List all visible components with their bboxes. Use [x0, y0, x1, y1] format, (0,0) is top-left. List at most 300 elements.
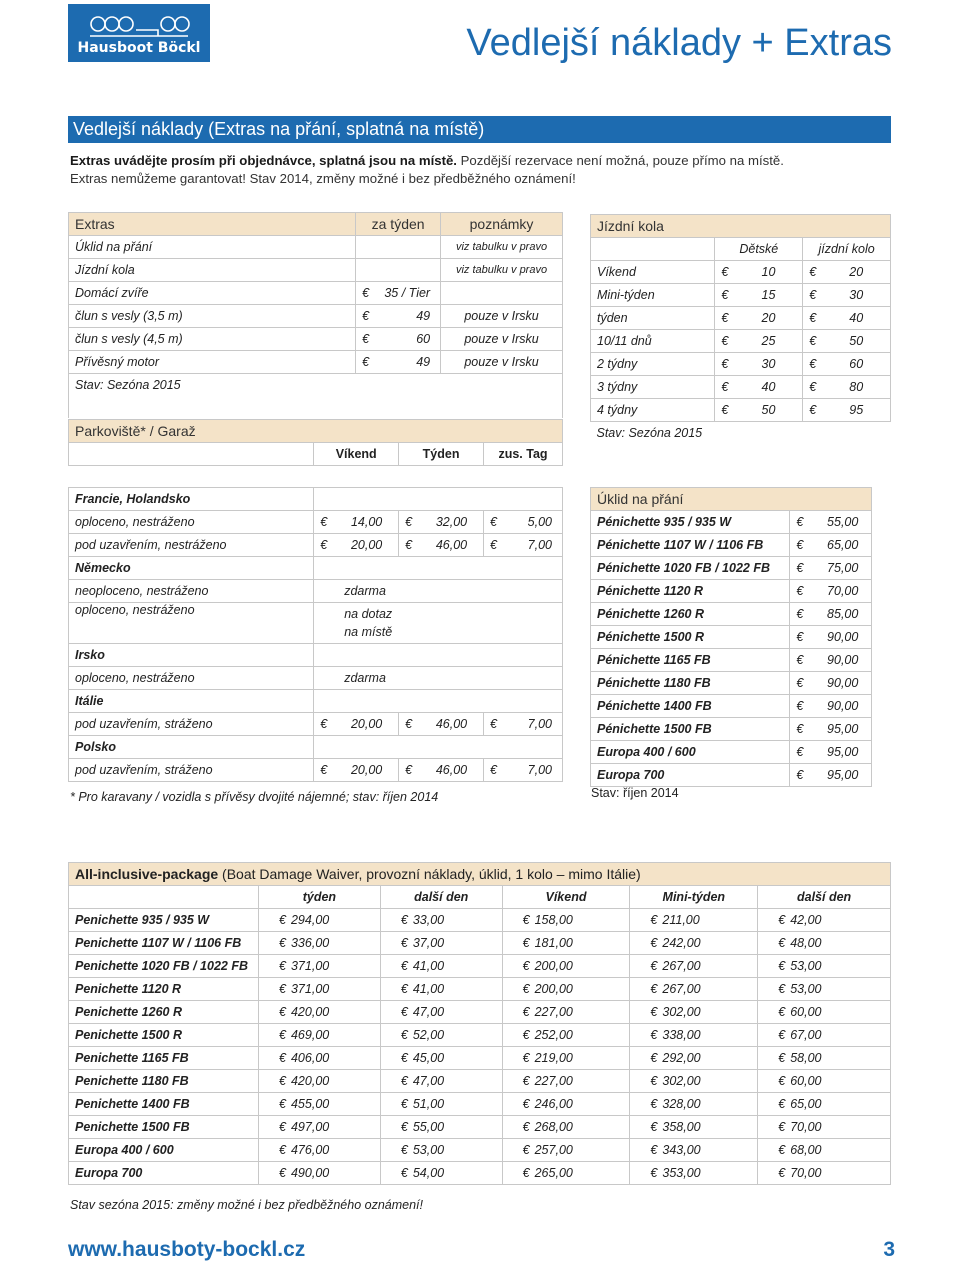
extras-note: pouze v Irsku [441, 351, 563, 374]
extras-name: Úklid na přání [69, 236, 356, 259]
cleaning-row [591, 511, 872, 534]
allinclusive-row [69, 978, 891, 1001]
allinclusive-row [69, 909, 891, 932]
allinclusive-price [502, 1070, 630, 1093]
parking-free [314, 667, 563, 690]
allinclusive-price [380, 978, 502, 1001]
euro-sign: € [320, 538, 328, 552]
parking-price-value: 20,00 [350, 717, 383, 731]
allinclusive-price-value: 33,00 [412, 913, 445, 927]
cleaning-row [591, 603, 872, 626]
allinclusive-price [380, 1116, 502, 1139]
euro-sign: € [400, 1120, 408, 1134]
parking-row [69, 667, 563, 690]
allinclusive-price [502, 1047, 630, 1070]
allinclusive-price-value: 476,00 [290, 1143, 330, 1157]
euro-sign: € [522, 1097, 530, 1111]
parking-label: pod uzavřením, stráženo [69, 713, 314, 736]
cleaning-row [591, 718, 872, 741]
cleaning-boat: Europa 700 [591, 764, 790, 787]
extras-note: pouze v Irsku [441, 305, 563, 328]
allinclusive-row [69, 1093, 891, 1116]
allinclusive-price-value: 45,00 [412, 1051, 445, 1065]
euro-sign: € [400, 913, 408, 927]
bikes-title: Jízdní kola [591, 215, 891, 238]
euro-sign: € [278, 936, 286, 950]
euro-sign: € [362, 332, 370, 346]
allinclusive-price [502, 1116, 630, 1139]
allinclusive-price [502, 932, 630, 955]
allinclusive-price [758, 1070, 891, 1093]
allinclusive-price [758, 1024, 891, 1047]
parking-title: Parkoviště* / Garaž [69, 420, 563, 443]
extras-note: pouze v Irsku [441, 328, 563, 351]
intro-bold: Extras uvádějte prosím při objednávce, splatná jsou na místě. [70, 153, 457, 168]
allinclusive-price [630, 1070, 758, 1093]
euro-sign: € [721, 288, 729, 302]
cleaning-row [591, 557, 872, 580]
allinclusive-row [69, 1024, 891, 1047]
cleaning-price [790, 764, 872, 787]
allinclusive-col-header: další den [758, 886, 891, 909]
cleaning-price-value: 90,00 [827, 699, 859, 713]
extras-table [68, 212, 563, 418]
bikes-period: 2 týdny [591, 353, 715, 376]
parking-label: oploceno, nestráženo [69, 667, 314, 690]
page-title: Vedlejší náklady + Extras [466, 22, 892, 64]
bikes-child-value: 30 [761, 357, 776, 371]
cleaning-row [591, 672, 872, 695]
allinclusive-boat: Penichette 1180 FB [69, 1070, 259, 1093]
euro-sign: € [278, 1143, 286, 1157]
parking-row [69, 488, 563, 511]
allinclusive-boat: Penichette 1107 W / 1106 FB [69, 932, 259, 955]
extras-header-price: za týden [356, 213, 441, 236]
euro-sign: € [796, 538, 804, 552]
euro-sign: € [400, 936, 408, 950]
euro-sign: € [320, 763, 328, 777]
euro-sign: € [796, 584, 804, 598]
euro-sign: € [796, 561, 804, 575]
allinclusive-price [758, 1047, 891, 1070]
parking-price-value: 7,00 [527, 717, 552, 731]
allinclusive-price [380, 1070, 502, 1093]
parking-price-value: 32,00 [435, 515, 468, 529]
parking-footnote: * Pro karavany / vozidla s přívěsy dvojité nájemné; stav: říjen 2014 [70, 790, 439, 804]
cleaning-price [790, 557, 872, 580]
euro-sign: € [650, 1074, 658, 1088]
bikes-child-value: 10 [761, 265, 776, 279]
euro-sign: € [400, 1051, 408, 1065]
parking-free [314, 580, 563, 603]
cleaning-price-value: 90,00 [827, 653, 859, 667]
allinclusive-price [630, 1116, 758, 1139]
cleaning-price-value: 55,00 [827, 515, 859, 529]
allinclusive-price-value: 302,00 [662, 1074, 701, 1088]
allinclusive-price-value: 58,00 [790, 1051, 822, 1065]
logo-boats-icon [68, 10, 210, 44]
allinclusive-col-header: týden [258, 886, 380, 909]
allinclusive-title: All-inclusive-package [75, 866, 219, 882]
bikes-period: 3 týdny [591, 376, 715, 399]
allinclusive-price [630, 909, 758, 932]
allinclusive-table [68, 862, 891, 1185]
euro-sign: € [522, 1143, 530, 1157]
euro-sign: € [278, 1074, 286, 1088]
euro-sign: € [278, 1097, 286, 1111]
parking-row [69, 603, 563, 644]
euro-sign: € [650, 1166, 658, 1180]
bikes-bike-value: 60 [849, 357, 864, 371]
allinclusive-price [258, 932, 380, 955]
bikes-child-price [715, 353, 803, 376]
euro-sign: € [796, 768, 804, 782]
euro-sign: € [400, 1028, 408, 1042]
allinclusive-price-value: 52,00 [412, 1028, 445, 1042]
euro-sign: € [490, 763, 497, 777]
cleaning-boat: Pénichette 1020 FB / 1022 FB [591, 557, 790, 580]
parking-price [484, 534, 563, 557]
extras-row [69, 259, 563, 282]
bikes-child-value: 50 [761, 403, 776, 417]
bikes-period: Mini-týden [591, 284, 715, 307]
bikes-child-price [715, 284, 803, 307]
allinclusive-price [502, 909, 630, 932]
allinclusive-price [258, 1162, 380, 1185]
extras-price-value: 60 [416, 332, 431, 346]
extras-price [356, 259, 441, 282]
cleaning-row [591, 580, 872, 603]
allinclusive-price [380, 1024, 502, 1047]
euro-sign: € [522, 1005, 530, 1019]
extras-status: Stav: Sezóna 2015 [69, 374, 563, 397]
cleaning-row [591, 626, 872, 649]
parking-row [69, 511, 563, 534]
footer-url[interactable]: www.hausboty-bockl.cz [68, 1238, 306, 1261]
euro-sign: € [796, 722, 804, 736]
allinclusive-price-value: 371,00 [290, 959, 330, 973]
allinclusive-price-value: 420,00 [290, 1005, 330, 1019]
euro-sign: € [522, 1166, 530, 1180]
bikes-bike-price [803, 261, 891, 284]
bikes-table [590, 214, 891, 444]
allinclusive-boat: Penichette 1165 FB [69, 1047, 259, 1070]
euro-sign: € [522, 1120, 530, 1134]
parking-price [399, 534, 484, 557]
parking-row [69, 759, 563, 782]
allinclusive-price-value: 227,00 [534, 1074, 573, 1088]
cleaning-boat: Pénichette 935 / 935 W [591, 511, 790, 534]
euro-sign: € [778, 982, 786, 996]
allinclusive-price [258, 978, 380, 1001]
euro-sign: € [522, 913, 530, 927]
euro-sign: € [405, 538, 413, 552]
allinclusive-price [758, 1001, 891, 1024]
parking-price-value: 46,00 [435, 538, 468, 552]
parking-label: oploceno, nestráženo [69, 603, 314, 644]
allinclusive-boat: Penichette 1500 FB [69, 1116, 259, 1139]
allinclusive-price [502, 1024, 630, 1047]
cleaning-row [591, 741, 872, 764]
allinclusive-price-value: 37,00 [412, 936, 445, 950]
allinclusive-price-value: 242,00 [662, 936, 701, 950]
parking-on-request-text: na dotaz [344, 607, 393, 621]
allinclusive-price-value: 219,00 [534, 1051, 573, 1065]
cleaning-price [790, 534, 872, 557]
allinclusive-price [630, 1162, 758, 1185]
allinclusive-boat: Penichette 935 / 935 W [69, 909, 259, 932]
parking-price [484, 511, 563, 534]
euro-sign: € [278, 1051, 286, 1065]
bikes-bike-value: 20 [849, 265, 864, 279]
allinclusive-price [502, 1093, 630, 1116]
parking-country: Francie, Holandsko [69, 488, 314, 511]
allinclusive-price [380, 1139, 502, 1162]
extras-note: viz tabulku v pravo [441, 236, 563, 259]
euro-sign: € [400, 1097, 408, 1111]
parking-row [69, 557, 563, 580]
euro-sign: € [796, 699, 804, 713]
allinclusive-price-value: 200,00 [534, 959, 573, 973]
allinclusive-price-value: 54,00 [412, 1166, 445, 1180]
parking-price-value: 20,00 [350, 763, 383, 777]
allinclusive-price [380, 955, 502, 978]
euro-sign: € [362, 286, 370, 300]
allinclusive-price-value: 420,00 [290, 1074, 330, 1088]
cleaning-price [790, 672, 872, 695]
euro-sign: € [650, 1143, 658, 1157]
euro-sign: € [650, 959, 658, 973]
cleaning-table [590, 487, 872, 787]
allinclusive-price-value: 51,00 [412, 1097, 445, 1111]
euro-sign: € [400, 1143, 408, 1157]
euro-sign: € [796, 676, 804, 690]
allinclusive-price [258, 1001, 380, 1024]
allinclusive-row [69, 1162, 891, 1185]
parking-price [399, 759, 484, 782]
euro-sign: € [650, 1005, 658, 1019]
euro-sign: € [778, 913, 786, 927]
euro-sign: € [778, 959, 786, 973]
parking-row [69, 534, 563, 557]
parking-free-text: zdarma [344, 671, 386, 685]
allinclusive-price-value: 70,00 [790, 1120, 822, 1134]
allinclusive-price [502, 1001, 630, 1024]
euro-sign: € [400, 1074, 408, 1088]
cleaning-price-value: 90,00 [827, 676, 859, 690]
bikes-status: Stav: Sezóna 2015 [596, 426, 703, 440]
euro-sign: € [278, 959, 286, 973]
cleaning-price-value: 70,00 [827, 584, 859, 598]
euro-sign: € [650, 1120, 658, 1134]
bikes-col-child: Dětské [715, 238, 803, 261]
cleaning-price [790, 741, 872, 764]
euro-sign: € [278, 982, 286, 996]
intro-text [70, 152, 784, 188]
bikes-child-price [715, 376, 803, 399]
allinclusive-price-value: 257,00 [534, 1143, 573, 1157]
euro-sign: € [278, 1028, 286, 1042]
allinclusive-price [258, 1093, 380, 1116]
euro-sign: € [522, 959, 530, 973]
parking-price [484, 713, 563, 736]
cleaning-price [790, 626, 872, 649]
allinclusive-price-value: 294,00 [290, 913, 330, 927]
euro-sign: € [650, 982, 658, 996]
parking-price-value: 5,00 [527, 515, 552, 529]
allinclusive-price [630, 932, 758, 955]
bikes-row [591, 330, 891, 353]
extras-price [356, 305, 441, 328]
cleaning-boat: Pénichette 1165 FB [591, 649, 790, 672]
bikes-row [591, 353, 891, 376]
euro-sign: € [400, 1005, 408, 1019]
allinclusive-price-value: 41,00 [412, 982, 445, 996]
parking-price [399, 511, 484, 534]
extras-row [69, 282, 563, 305]
bikes-row [591, 307, 891, 330]
allinclusive-price-value: 353,00 [662, 1166, 701, 1180]
parking-price-value: 20,00 [350, 538, 383, 552]
allinclusive-price-value: 200,00 [534, 982, 573, 996]
allinclusive-row [69, 932, 891, 955]
extras-price [356, 236, 441, 259]
euro-sign: € [278, 913, 286, 927]
allinclusive-price-value: 328,00 [662, 1097, 701, 1111]
bikes-col-bike: jízdní kolo [803, 238, 891, 261]
extras-note: viz tabulku v pravo [441, 259, 563, 282]
euro-sign: € [490, 538, 497, 552]
extras-price-value: 49 [416, 309, 431, 323]
allinclusive-price-value: 67,00 [790, 1028, 822, 1042]
allinclusive-price [502, 1162, 630, 1185]
allinclusive-price-value: 268,00 [534, 1120, 573, 1134]
extras-price-value: 49 [416, 355, 431, 369]
euro-sign: € [490, 515, 497, 529]
bikes-period: 10/11 dnů [591, 330, 715, 353]
bikes-child-value: 20 [761, 311, 776, 325]
bikes-row [591, 376, 891, 399]
cleaning-price [790, 580, 872, 603]
parking-header [68, 419, 563, 466]
bikes-row [591, 399, 891, 422]
allinclusive-price [258, 955, 380, 978]
logo [68, 4, 210, 62]
parking-row [69, 580, 563, 603]
euro-sign: € [721, 334, 729, 348]
bikes-child-price [715, 330, 803, 353]
section-title: Vedlejší náklady (Extras na přání, splatná na místě) [68, 116, 891, 143]
allinclusive-price-value: 60,00 [790, 1005, 822, 1019]
cleaning-boat: Pénichette 1260 R [591, 603, 790, 626]
parking-on-site-text: na místě [344, 625, 393, 639]
euro-sign: € [522, 1028, 530, 1042]
extras-row [69, 305, 563, 328]
parking-price-value: 46,00 [435, 763, 468, 777]
allinclusive-price-value: 252,00 [534, 1028, 573, 1042]
allinclusive-price [758, 955, 891, 978]
cleaning-price [790, 511, 872, 534]
euro-sign: € [278, 1120, 286, 1134]
euro-sign: € [278, 1166, 286, 1180]
parking-label: pod uzavřením, stráženo [69, 759, 314, 782]
allinclusive-price [758, 909, 891, 932]
allinclusive-price [380, 1001, 502, 1024]
allinclusive-subtitle: (Boat Damage Waiver, provozní náklady, úklid, 1 kolo – mimo Itálie) [218, 866, 641, 882]
euro-sign: € [778, 1051, 786, 1065]
cleaning-status: Stav: říjen 2014 [591, 786, 679, 800]
allinclusive-price [502, 978, 630, 1001]
euro-sign: € [778, 936, 786, 950]
allinclusive-price-value: 302,00 [662, 1005, 701, 1019]
allinclusive-price-value: 53,00 [790, 982, 822, 996]
euro-sign: € [320, 717, 328, 731]
allinclusive-price-value: 267,00 [662, 959, 701, 973]
allinclusive-row [69, 1070, 891, 1093]
allinclusive-price-value: 246,00 [534, 1097, 573, 1111]
bikes-child-value: 15 [761, 288, 776, 302]
euro-sign: € [778, 1028, 786, 1042]
allinclusive-price-value: 338,00 [662, 1028, 701, 1042]
euro-sign: € [778, 1166, 786, 1180]
allinclusive-price-value: 267,00 [662, 982, 701, 996]
parking-row [69, 736, 563, 759]
euro-sign: € [362, 309, 370, 323]
parking-price-value: 7,00 [527, 763, 552, 777]
cleaning-price [790, 695, 872, 718]
cleaning-boat: Europa 400 / 600 [591, 741, 790, 764]
cleaning-title: Úklid na přání [591, 488, 872, 511]
allinclusive-price-value: 158,00 [534, 913, 573, 927]
allinclusive-price-value: 358,00 [662, 1120, 701, 1134]
parking-label: pod uzavřením, nestráženo [69, 534, 314, 557]
cleaning-boat: Pénichette 1400 FB [591, 695, 790, 718]
allinclusive-row [69, 1047, 891, 1070]
parking-table [68, 487, 563, 782]
allinclusive-boat: Europa 700 [69, 1162, 259, 1185]
allinclusive-price-value: 55,00 [412, 1120, 445, 1134]
allinclusive-boat: Penichette 1020 FB / 1022 FB [69, 955, 259, 978]
euro-sign: € [778, 1120, 786, 1134]
allinclusive-row [69, 955, 891, 978]
bikes-child-price [715, 399, 803, 422]
allinclusive-price [380, 1162, 502, 1185]
bikes-row [591, 284, 891, 307]
allinclusive-price [258, 1070, 380, 1093]
allinclusive-price [630, 1047, 758, 1070]
parking-label: oploceno, nestráženo [69, 511, 314, 534]
extras-name: člun s vesly (3,5 m) [69, 305, 356, 328]
euro-sign: € [405, 717, 413, 731]
allinclusive-price-value: 490,00 [290, 1166, 330, 1180]
allinclusive-price [258, 1116, 380, 1139]
extras-name: Jízdní kola [69, 259, 356, 282]
allinclusive-row [69, 1139, 891, 1162]
parking-free-text: zdarma [344, 584, 386, 598]
extras-name: Domácí zvíře [69, 282, 356, 305]
bikes-row [591, 261, 891, 284]
allinclusive-price [502, 1139, 630, 1162]
parking-row [69, 690, 563, 713]
allinclusive-price [630, 1093, 758, 1116]
cleaning-row [591, 649, 872, 672]
cleaning-row [591, 695, 872, 718]
allinclusive-price-value: 497,00 [290, 1120, 330, 1134]
euro-sign: € [778, 1097, 786, 1111]
euro-sign: € [778, 1005, 786, 1019]
bikes-bike-value: 30 [849, 288, 864, 302]
cleaning-price-value: 95,00 [827, 768, 859, 782]
